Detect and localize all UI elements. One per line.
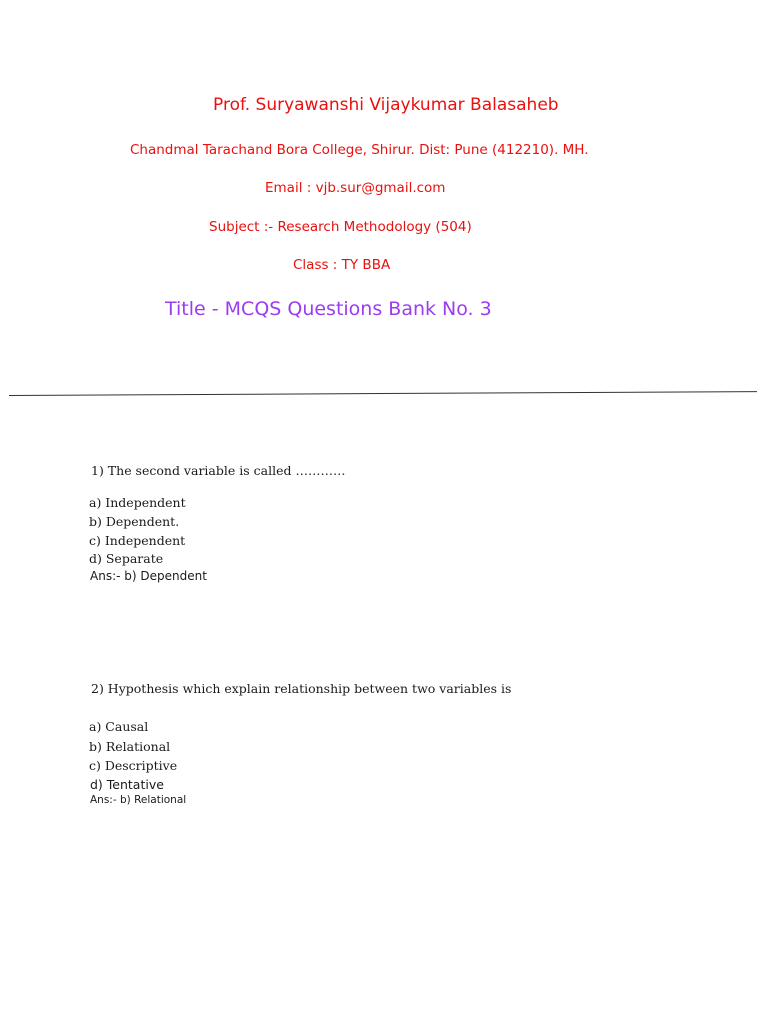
horizontal-divider — [9, 391, 757, 396]
question-text: 1) The second variable is called ………… — [91, 463, 346, 478]
document-title: Title - MCQS Questions Bank No. 3 — [165, 298, 492, 320]
option-d: d) Tentative — [90, 777, 164, 792]
option-d: d) Separate — [89, 551, 164, 566]
class-line: Class : TY BBA — [293, 257, 391, 273]
question-text: 2) Hypothesis which explain relationship between two variables is — [91, 681, 512, 696]
answer-text: Ans:- b) Relational — [90, 794, 187, 806]
subject-line: Subject :- Research Methodology (504) — [209, 219, 472, 235]
author-email: Email : vjb.sur@gmail.com — [265, 180, 446, 196]
option-b: b) Dependent. — [89, 514, 180, 529]
college-name: Chandmal Tarachand Bora College, Shirur. Dist: Pune (412210). MH. — [130, 142, 589, 158]
author-name: Prof. Suryawanshi Vijaykumar Balasaheb — [213, 95, 559, 115]
answer-text: Ans:- b) Dependent — [90, 569, 207, 583]
option-b: b) Relational — [89, 739, 171, 754]
option-a: a) Independent — [89, 495, 186, 510]
option-a: a) Causal — [89, 719, 149, 734]
option-c: c) Descriptive — [89, 758, 178, 773]
option-c: c) Independent — [89, 533, 186, 548]
